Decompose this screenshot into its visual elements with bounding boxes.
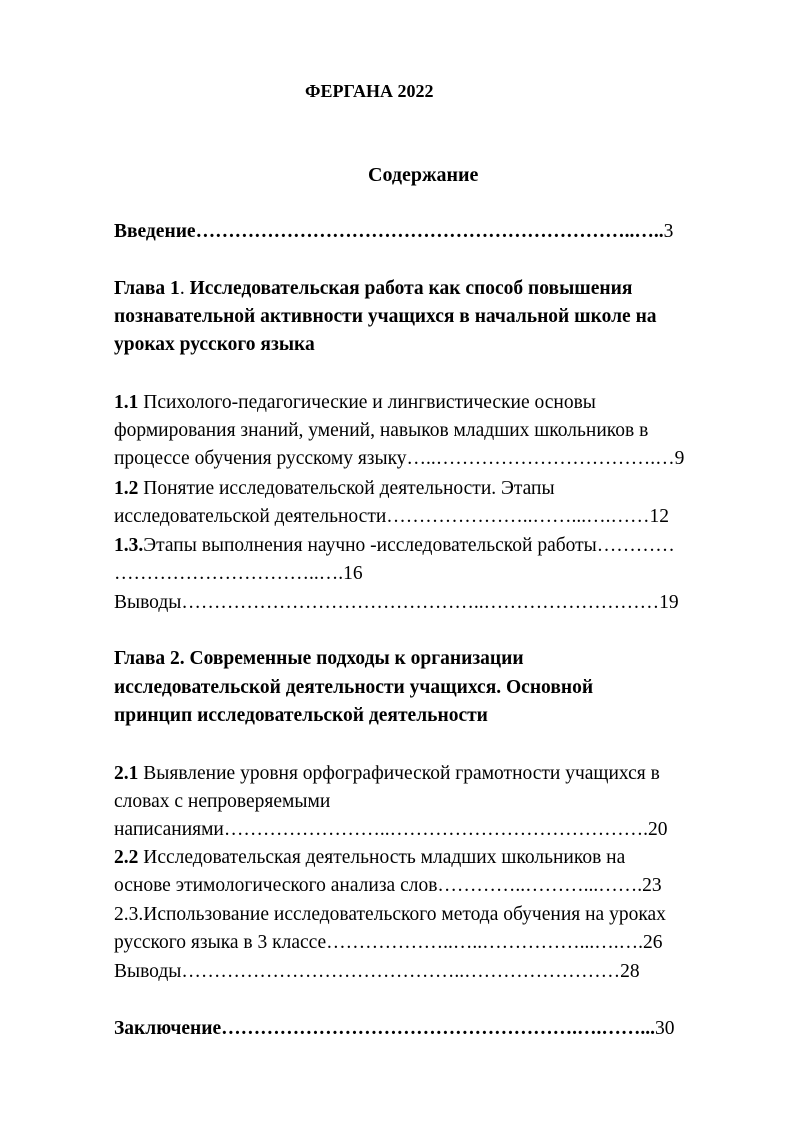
toc-entry-1-1-line3: процессе обучения русскому языку…..…………………………….…9	[114, 448, 685, 469]
toc-entry-1-2-line1	[114, 475, 555, 503]
toc-intro-dots: …………………………………………………………..…..	[195, 221, 664, 242]
section-1-3-text1: Этапы выполнения научно -исследовательской работы…………	[143, 535, 675, 556]
toc-entry-1-2-line2: исследовательской деятельности…………………..……...….……12	[114, 506, 670, 527]
toc-entry-1-1-line2: формирования знаний, умений, навыков младших школьников в	[114, 420, 649, 441]
chapter1-title-line1	[114, 275, 632, 303]
toc-conclusion-label: Заключение	[114, 1018, 222, 1039]
chapter1-title-line2: познавательной активности учащихся в начальной школе на	[114, 306, 657, 327]
chapter1-dot: .	[179, 278, 185, 299]
toc-entry-intro	[114, 218, 673, 246]
toc-entry-conclusion	[114, 1015, 675, 1043]
toc-conclusion-page: 30	[655, 1018, 675, 1039]
chapter2-title-line1: Глава 2. Современные подходы к организации	[114, 648, 524, 669]
toc-entry-conclusions-1: Выводы………………………………………..………………………19	[114, 592, 679, 613]
toc-intro-label: Введение	[114, 221, 196, 242]
toc-intro-page: 3	[663, 221, 674, 242]
chapter2-title-line2: исследовательской деятельности учащихся. Основной	[114, 677, 594, 698]
section-number-2-2: 2.2	[114, 847, 139, 868]
city-year: ФЕРГАНА 2022	[305, 81, 434, 101]
section-number-1-3: 1.3.	[114, 535, 144, 556]
toc-entry-1-3-line1	[114, 532, 675, 560]
toc-entry-1-1-line1	[114, 389, 596, 417]
section-number-2-1: 2.1	[114, 763, 139, 784]
toc-entry-1-3-line2: …………………………..….16	[114, 563, 363, 584]
section-number-1-1: 1.1	[114, 392, 139, 413]
toc-entry-2-3-line2: русского языка в 3 классе………………..…..……………...….….26	[114, 932, 663, 953]
toc-conclusion-dots: ……………………………………………….….……...	[221, 1018, 656, 1039]
toc-entry-conclusions-2: Выводы……………………………………..……………………28	[114, 961, 640, 982]
section-2-1-text1: Выявление уровня орфографической грамотности учащихся в	[138, 763, 660, 784]
chapter1-title-line3: уроках русского языка	[114, 334, 315, 355]
chapter1-prefix: Глава 1	[114, 278, 180, 299]
chapter1-title-part1: Исследовательская работа как способ повышения	[184, 278, 633, 299]
toc-title: Содержание	[368, 164, 479, 186]
toc-entry-2-1-line1	[114, 760, 660, 788]
section-1-1-text1: Психолого-педагогические и лингвистические основы	[138, 392, 596, 413]
toc-entry-2-1-line2: словах с непроверяемыми	[114, 791, 331, 812]
toc-entry-2-3-line1: 2.3.Использование исследовательского метода обучения на уроках	[114, 904, 666, 925]
toc-entry-2-2-line1	[114, 844, 625, 872]
section-2-2-text1: Исследовательская деятельность младших школьников на	[138, 847, 626, 868]
toc-entry-2-2-line2: основе этимологического анализа слов…………..………...…….23	[114, 875, 662, 896]
section-1-2-text1: Понятие исследовательской деятельности. Этапы	[138, 478, 555, 499]
section-number-1-2: 1.2	[114, 478, 139, 499]
toc-entry-2-1-line3: написаниями……………………..………………………………….20	[114, 819, 668, 840]
chapter2-title-line3: принцип исследовательской деятельности	[114, 705, 488, 726]
